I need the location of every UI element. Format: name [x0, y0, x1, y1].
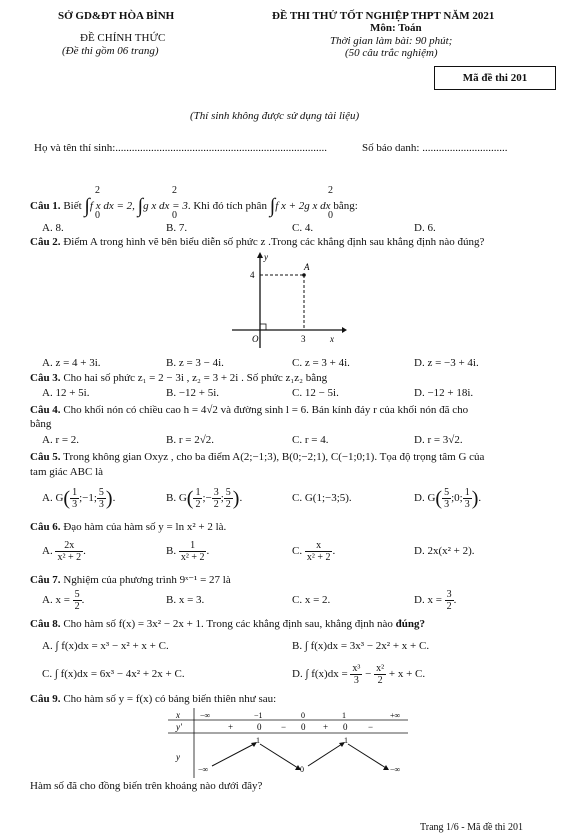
y-value: 1 — [256, 736, 260, 745]
x-value: 0 — [301, 711, 305, 720]
q1-option-a[interactable]: A. 8. — [42, 222, 64, 234]
exam-code: Mã đề thi 201 — [462, 72, 528, 84]
sign-value: + — [228, 722, 234, 732]
q2-option-b[interactable]: B. z = 3 − 4i. — [166, 357, 224, 369]
q5-b-prefix: B. G — [166, 492, 187, 505]
q6-option-a[interactable]: A. $\frac{2x}{\text{x² + 2}}$ . — [42, 540, 86, 563]
q7-option-d[interactable]: D. x = $\frac{3}{2}$ . — [414, 589, 457, 612]
q5-b-den2: 2 — [213, 499, 219, 510]
x-axis-arrow-icon — [342, 327, 347, 333]
question-7 — [30, 573, 231, 586]
fig-a-label: A — [304, 262, 310, 272]
q6-a-den: x² + 2 — [57, 552, 82, 563]
notice: (Thí sinh không được sử dụng tài liệu) — [190, 110, 360, 122]
q4-label: Câu 4. — [30, 404, 61, 416]
q5-a-num1: 1 — [72, 487, 78, 498]
exam-time: Thời gian làm bài: 90 phút; — [330, 35, 453, 47]
question-4 — [30, 404, 468, 416]
x-value: −∞ — [200, 711, 211, 720]
header-pages: (Đề thi gồm 06 trang) — [62, 45, 159, 57]
sign-value: − — [281, 722, 287, 732]
q7-option-c[interactable]: C. x = 2. — [292, 594, 331, 606]
sign-value: 0 — [301, 722, 306, 732]
q4-option-b[interactable]: B. r = 2√2. — [166, 434, 214, 446]
q1-option-b[interactable]: B. 7. — [166, 222, 188, 234]
q5-a-den1: 3 — [72, 499, 78, 510]
row-y-label: y — [176, 752, 180, 762]
q6-b-prefix: B. — [166, 545, 177, 558]
q1-option-d[interactable]: D. 6. — [414, 222, 436, 234]
q3-option-d[interactable]: D. −12 + 18i. — [414, 387, 474, 399]
question-5 — [30, 451, 484, 463]
q6-text: Đạo hàm của hàm số y = ln x² + 2 là. — [63, 521, 227, 533]
exam-count: (50 câu trắc nghiệm) — [345, 47, 438, 59]
right-angle-mark — [260, 324, 266, 330]
x-value: 1 — [342, 711, 346, 720]
q3-option-b[interactable]: B. −12 + 5i. — [166, 387, 220, 399]
q1-limit-upper: 2 — [172, 185, 177, 196]
q5-option-d[interactable]: D. G( $\frac{5}{3}$ ;0; $\frac{1}{3}$ ). — [414, 487, 482, 510]
q7-option-b[interactable]: B. x = 3. — [166, 594, 205, 606]
q5-d-den1: 3 — [444, 499, 450, 510]
point-a — [302, 273, 306, 277]
student-name-line: Họ và tên thí sinh:............................................................................. — [34, 142, 328, 154]
q5-label: Câu 5. — [30, 451, 61, 463]
q4-option-c[interactable]: C. r = 4. — [292, 434, 329, 446]
q8-option-d[interactable] — [292, 663, 425, 686]
y-value: 0 — [300, 765, 304, 774]
q8-d-den1: 3 — [353, 675, 359, 686]
student-id-line: Số báo danh: ............................... — [362, 142, 508, 154]
q5-a-den2: 3 — [98, 499, 104, 510]
q5-d-mid: ;0; — [451, 492, 463, 505]
q3-option-a[interactable]: A. 12 + 5i. — [42, 387, 90, 399]
q5-d-prefix: D. G — [414, 492, 436, 505]
row-x-label: x — [176, 710, 180, 720]
integral-sign-icon: ∫ — [269, 195, 276, 217]
q5-a-prefix: A. G — [42, 492, 64, 505]
header-org: SỞ GD&ĐT HÒA BÌNH — [58, 10, 175, 22]
q2-label: Câu 2. — [30, 236, 61, 248]
q7-d-den: 2 — [446, 601, 452, 612]
q5-text2: tam giác ABC là — [30, 466, 104, 478]
q7-option-a[interactable]: A. x = $\frac{5}{2}$ . — [42, 589, 85, 612]
exam-title: ĐỀ THI THỬ TỐT NGHIỆP THPT NĂM 2021 — [272, 10, 495, 22]
q6-c-den: x² + 2 — [306, 552, 331, 563]
q4-text1: Cho khối nón có chiều cao h = 4√2 và đường sinh l = 6. Bán kính đáy r của khối nón đã cho — [63, 404, 469, 416]
q2-option-a[interactable]: A. z = 4 + 3i. — [42, 357, 101, 369]
q6-a-prefix: A. — [42, 545, 53, 558]
q1-int1: f x dx = 2, — [89, 200, 135, 213]
q8-option-c[interactable]: C. ∫ f(x)dx = 6x³ − 4x² + 2x + C. — [42, 668, 185, 680]
q4-option-a[interactable]: A. r = 2. — [42, 434, 80, 446]
q2-text: Điểm A trong hình vẽ bên biểu diễn số phức z .Trong các khẳng định sau khẳng định nào đúng? — [63, 236, 485, 248]
q5-b-num1: 1 — [195, 487, 201, 498]
fig-y-label: y — [264, 252, 268, 262]
sign-value: + — [323, 722, 329, 732]
question-6 — [30, 521, 226, 533]
question-2 — [30, 236, 484, 248]
q7-label: Câu 7. — [30, 574, 61, 586]
arrow-head-icon — [383, 765, 389, 770]
q6-b-den: x² + 2 — [180, 552, 205, 563]
exam-code-box — [434, 66, 556, 90]
q9-text: Cho hàm số y = f(x) có bảng biến thiên như sau: — [63, 693, 277, 705]
q1-text2: . Khi đó tích phân — [187, 200, 267, 213]
q5-text1: Trong không gian Oxyz , cho ba điểm A(2;−1;3), B(0;−2;1), C(−1;0;1). Tọa độ trọng tâm G của — [63, 451, 485, 463]
q1-int2: g x dx = 3 — [143, 200, 188, 213]
q1-int3: f x + 2g x dx — [275, 200, 331, 213]
row-yprime-label: y' — [176, 722, 182, 732]
q1-limit-lower: 0 — [172, 210, 177, 221]
q5-option-a[interactable]: A. G( $\frac{1}{3}$ ;−1; $\frac{5}{3}$ ). — [42, 487, 116, 510]
q7-d-num: 3 — [446, 589, 452, 600]
q1-limit-upper: 2 — [95, 185, 100, 196]
variation-table — [168, 708, 408, 778]
q1-limit-lower: 0 — [328, 210, 333, 221]
q3-option-c[interactable]: C. 12 − 5i. — [292, 387, 339, 399]
q1-text3: bằng: — [333, 200, 358, 213]
fig-3-label: 3 — [301, 334, 306, 344]
page-footer: Trang 1/6 - Mã đề thi 201 — [420, 822, 523, 833]
q5-d-num1: 5 — [444, 487, 450, 498]
y-value: −∞ — [390, 765, 401, 774]
q1-label: Câu 1. — [30, 200, 61, 213]
question-3 — [30, 372, 327, 384]
sign-value: 0 — [257, 722, 262, 732]
q6-option-c[interactable]: C. $\frac{x}{\text{x² + 2}}$ . — [292, 540, 336, 563]
q6-b-num: 1 — [179, 540, 207, 552]
x-value: +∞ — [390, 711, 401, 720]
trend-arrow-down — [260, 744, 298, 768]
x-value: −1 — [254, 711, 263, 720]
q8-d-num1: x³ — [352, 663, 361, 674]
q8-text-bold: đúng? — [395, 618, 425, 630]
q5-b-den1: 2 — [195, 499, 201, 510]
question-1 — [30, 195, 358, 218]
q5-b-mid: ;− — [202, 492, 212, 505]
header-official: ĐỀ CHÍNH THỨC — [80, 32, 166, 44]
q6-label: Câu 6. — [30, 521, 61, 533]
fig-x-label: x — [330, 334, 334, 344]
q7-a-prefix: A. x = — [42, 594, 70, 607]
exam-subject: Môn: Toán — [370, 22, 422, 34]
q7-a-den: 2 — [74, 601, 80, 612]
q4-text2: bằng — [30, 418, 52, 430]
q1-limit-lower: 0 — [95, 210, 100, 221]
q7-d-prefix: D. x = — [414, 594, 442, 607]
q5-b-den3: 2 — [225, 499, 231, 510]
q4-option-d[interactable]: D. r = 3√2. — [414, 434, 463, 446]
q7-text: Nghiệm của phương trình 9ˣ⁻¹ = 27 là — [63, 574, 231, 586]
q5-a-num2: 5 — [98, 487, 104, 498]
question-8 — [30, 618, 425, 630]
q5-b-num2: 3 — [213, 487, 219, 498]
q6-option-b[interactable]: B. $\frac{1}{\text{x² + 2}}$ . — [166, 540, 210, 563]
q1-option-c[interactable]: C. 4. — [292, 222, 314, 234]
q5-a-mid: ;−1; — [79, 492, 97, 505]
q8-d-prefix: D. ∫ f(x)dx = — [292, 668, 348, 681]
complex-plane-figure — [222, 250, 347, 350]
q8-option-b[interactable]: B. ∫ f(x)dx = 3x³ − 2x² + x + C. — [292, 640, 430, 652]
q8-option-a[interactable]: A. ∫ f(x)dx = x³ − x² + x + C. — [42, 640, 169, 652]
q9-prompt: Hàm số đã cho đồng biến trên khoảng nào dưới đây? — [30, 780, 263, 792]
q3-text: Cho hai số phức z₁ = 2 − 3i , z₂ = 3 + 2i . Số phức z₁z₂ bằng — [63, 372, 328, 384]
q8-d-den2: 2 — [377, 675, 383, 686]
q5-option-b[interactable]: B. G( $\frac{1}{2}$ ;− $\frac{3}{2}$ ; $\frac{5}{2}$ ). — [166, 487, 243, 510]
q6-a-num: 2x — [55, 540, 83, 552]
integral-sign-icon: ∫ — [84, 195, 90, 217]
q9-label: Câu 9. — [30, 693, 61, 705]
q5-d-den2: 3 — [464, 499, 470, 510]
q8-d-num2: x² — [376, 663, 385, 674]
trend-arrow-up — [212, 744, 254, 766]
q5-d-num2: 1 — [464, 487, 470, 498]
q8-d-post: + x + C. — [388, 668, 426, 681]
q6-option-d[interactable]: D. 2x(x² + 2). — [414, 545, 475, 557]
q5-option-c[interactable]: C. G(1;−3;5). — [292, 492, 352, 504]
q2-option-c[interactable]: C. z = 3 + 4i. — [292, 357, 350, 369]
q1-text1: Biết — [63, 200, 82, 213]
y-axis-arrow-icon — [257, 252, 263, 258]
fig-4-label: 4 — [250, 270, 255, 280]
y-value: 1 — [344, 736, 348, 745]
fig-origin-label: O — [252, 334, 259, 344]
q3-label: Câu 3. — [30, 372, 61, 384]
integral-sign-icon: ∫ — [137, 195, 144, 217]
question-9 — [30, 693, 276, 705]
y-value: −∞ — [198, 765, 209, 774]
q5-b-num3: 5 — [225, 487, 231, 498]
q1-limit-upper: 2 — [328, 185, 333, 196]
sign-value: − — [368, 722, 374, 732]
trend-arrow-up — [308, 744, 342, 766]
q8-label: Câu 8. — [30, 618, 61, 630]
q6-c-prefix: C. — [292, 545, 303, 558]
q7-a-num: 5 — [74, 589, 80, 600]
q8-text: Cho hàm số f(x) = 3x² − 2x + 1. Trong các khẳng định sau, khẳng định nào — [63, 618, 393, 630]
trend-arrow-down — [348, 744, 386, 768]
q8-d-mid: − — [365, 668, 372, 681]
q6-c-num: x — [305, 540, 333, 552]
sign-value: 0 — [343, 722, 348, 732]
q2-option-d[interactable]: D. z = −3 + 4i. — [414, 357, 479, 369]
